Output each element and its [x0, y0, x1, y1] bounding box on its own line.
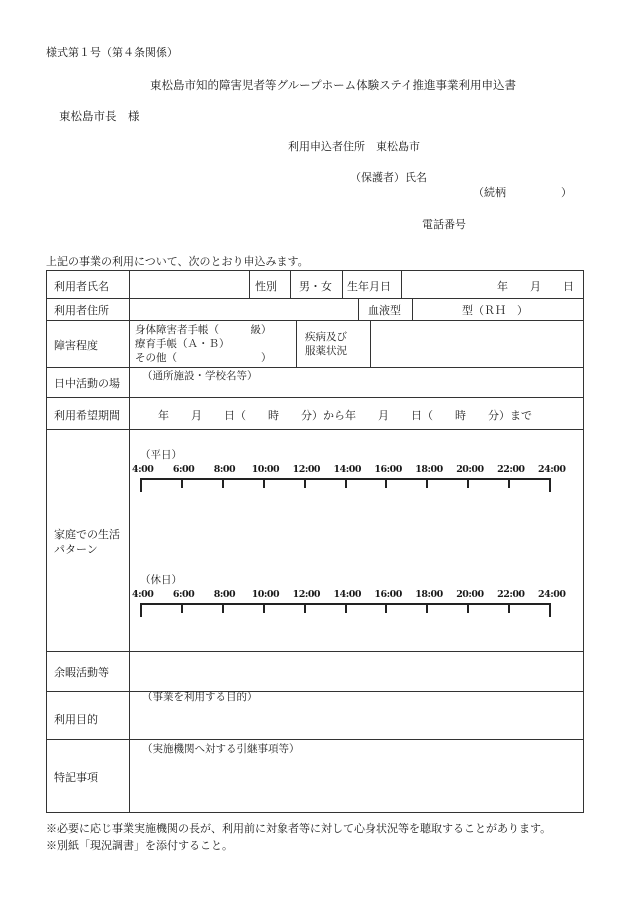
- time-label: 16:00: [374, 589, 402, 600]
- time-label: 18:00: [415, 589, 443, 600]
- time-tick: [508, 478, 510, 488]
- time-tick: [222, 603, 224, 613]
- time-label: 14:00: [333, 589, 361, 600]
- form-number: 様式第１号（第４条関係）: [46, 46, 178, 59]
- time-tick: [181, 603, 183, 613]
- time-tick: [549, 603, 551, 617]
- intro-text: 上記の事業の利用について、次のとおり申込みます。: [46, 255, 309, 268]
- home-life-label-2: パターン: [54, 543, 98, 556]
- time-label: 6:00: [172, 589, 195, 600]
- time-tick: [385, 603, 387, 613]
- time-label: 12:00: [292, 464, 321, 475]
- time-tick: [263, 603, 265, 613]
- time-tick: [140, 603, 142, 617]
- time-label: 22:00: [497, 589, 525, 600]
- special-notes-hint: （実施機関へ対する引継事項等）: [142, 743, 300, 755]
- time-tick: [385, 478, 387, 488]
- other-handbook: その他（ ）: [135, 352, 272, 364]
- daytime-activity-hint: （通所施設・学校名等）: [142, 370, 258, 382]
- time-tick: [304, 603, 306, 613]
- time-label: 4:00: [132, 464, 154, 475]
- special-notes-label: 特記事項: [54, 771, 98, 784]
- time-label: 24:00: [538, 589, 566, 600]
- leisure-label: 余暇活動等: [54, 666, 109, 679]
- time-tick: [304, 478, 306, 488]
- time-label: 20:00: [456, 589, 484, 600]
- time-label: 8:00: [213, 464, 236, 475]
- rehab-handbook: 療育手帳（Ａ・Ｂ）: [135, 338, 230, 350]
- blood-type-field[interactable]: 型（ＲＨ ）: [462, 304, 528, 317]
- addressee: 東松島市長 様: [59, 109, 140, 123]
- guardian-name: （保護者）氏名: [350, 171, 427, 184]
- time-tick: [140, 478, 142, 492]
- time-label: 10:00: [251, 589, 280, 600]
- time-tick: [467, 603, 469, 613]
- time-label: 8:00: [213, 589, 236, 600]
- time-label: 24:00: [538, 464, 566, 475]
- time-label: 4:00: [132, 589, 154, 600]
- user-address-label: 利用者住所: [54, 304, 109, 317]
- physical-handbook: 身体障害者手帳（ 級）: [135, 324, 272, 336]
- disability-label: 障害程度: [54, 339, 98, 352]
- time-label: 10:00: [251, 464, 280, 475]
- birthdate-label: 生年月日: [347, 280, 391, 293]
- home-life-label: 家庭での生活: [54, 528, 120, 541]
- time-tick: [508, 603, 510, 613]
- time-tick: [222, 478, 224, 488]
- purpose-hint: （事業を利用する目的）: [142, 691, 258, 703]
- time-tick: [263, 478, 265, 488]
- note-2: ※別紙「現況調書」を添付すること。: [46, 839, 233, 852]
- time-tick: [426, 603, 428, 613]
- time-label: 20:00: [456, 464, 484, 475]
- holiday-label: （休日）: [140, 574, 182, 586]
- blood-type-label: 血液型: [368, 304, 401, 317]
- time-label: 6:00: [172, 464, 195, 475]
- time-tick: [426, 478, 428, 488]
- time-label: 22:00: [497, 464, 525, 475]
- time-tick: [467, 478, 469, 488]
- time-label: 12:00: [292, 589, 321, 600]
- relationship-field: （続柄 ）: [473, 186, 572, 199]
- daytime-activity-label: 日中活動の場: [54, 377, 120, 390]
- time-tick: [181, 478, 183, 488]
- phone-label: 電話番号: [422, 218, 466, 231]
- time-label: 16:00: [374, 464, 402, 475]
- birthdate-field[interactable]: 年 月 日: [497, 280, 574, 293]
- time-tick: [345, 478, 347, 488]
- sex-label: 性別: [255, 280, 277, 293]
- time-tick: [345, 603, 347, 613]
- weekday-label: （平日）: [140, 449, 182, 461]
- purpose-label: 利用目的: [54, 713, 98, 726]
- applicant-address: 利用申込者住所 東松島市: [288, 140, 420, 153]
- document-title: 東松島市知的障害児者等グループホーム体験ステイ推進事業利用申込書: [150, 78, 517, 92]
- period-label: 利用希望期間: [54, 409, 120, 422]
- application-table: [46, 270, 584, 813]
- illness-label: 疾病及び: [305, 331, 347, 343]
- time-label: 14:00: [333, 464, 361, 475]
- time-tick: [549, 478, 551, 492]
- time-label: 18:00: [415, 464, 443, 475]
- user-name-label: 利用者氏名: [54, 280, 109, 293]
- note-1: ※必要に応じ事業実施機関の長が、利用前に対象者等に対して心身状況等を聴取することがあります。: [46, 822, 552, 835]
- period-field[interactable]: 年 月 日（ 時 分）から年 月 日（ 時 分）まで: [158, 409, 532, 422]
- sex-choice[interactable]: 男・女: [299, 280, 332, 293]
- medication-label: 服薬状況: [305, 345, 347, 357]
